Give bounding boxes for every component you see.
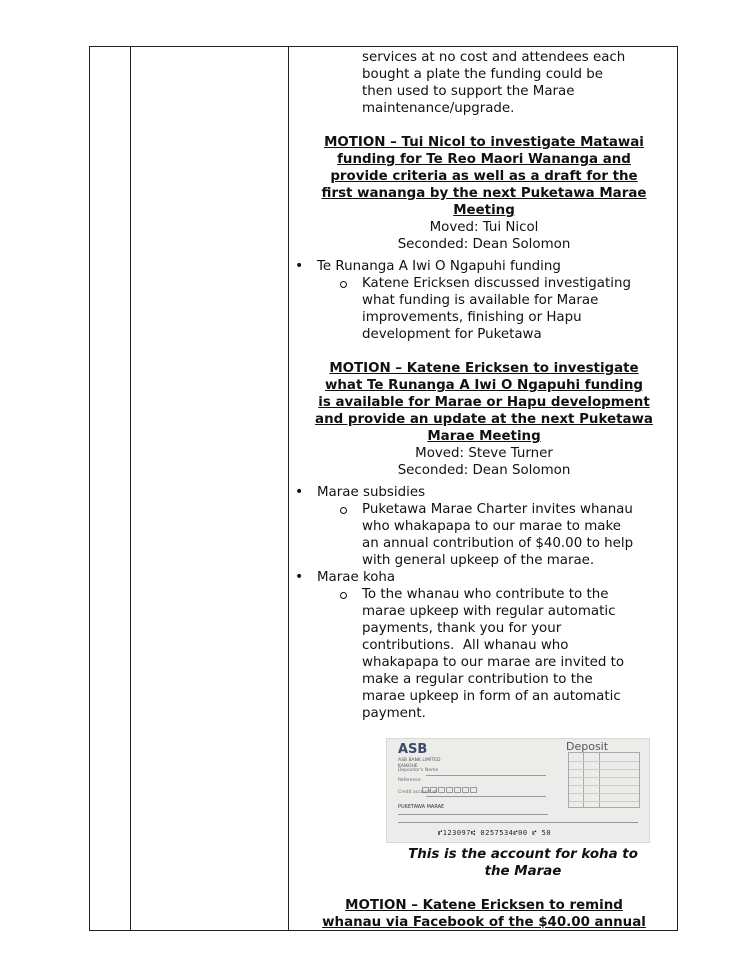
intro-line: then used to support the Marae [362,84,575,99]
item-detail-line: To the whanau who contribute to the [362,587,609,602]
deposit-slip-image [386,738,650,843]
bank-name-line: ASB BANK LIMITED [398,758,441,763]
item-detail-line: an annual contribution of $40.00 to help [362,536,634,551]
grid-line [569,777,639,778]
item-detail-line: payment. [362,706,426,721]
item-detail-line: marae upkeep with regular automatic [362,604,616,619]
image-caption-line: the Marae [484,864,562,879]
seconded-by: Seconded: Dean Solomon [397,237,571,252]
deposit-amount-grid [568,752,640,808]
bank-branch-line: KAIKOHE [398,764,418,769]
item-detail-line: Puketawa Marae Charter invites whanau [362,502,633,517]
slip-line [426,775,546,776]
circle-bullet-icon [340,507,347,514]
motion-line: Meeting [453,203,515,218]
motion-line: whanau via Facebook of the $40.00 annual [322,915,646,930]
grid-line [569,769,639,770]
grid-line [569,761,639,762]
seconded-by: Seconded: Dean Solomon [397,463,571,478]
agenda-item-title: Te Runanga A Iwi O Ngapuhi funding [317,259,561,274]
item-detail-line: improvements, finishing or Hapu [362,310,582,325]
bullet-icon: • [295,258,304,274]
motion-line: is available for Marae or Hapu development [318,395,650,410]
bank-logo: ASB [398,742,428,757]
motion-line: first wananga by the next Puketawa Marae [321,186,647,201]
item-detail-line: marae upkeep in form of an automatic [362,689,621,704]
item-detail-line: development for Puketawa [362,327,542,342]
bullet-icon: • [295,569,304,585]
item-detail-line: with general upkeep of the marae. [362,553,595,568]
deposit-title: Deposit [566,740,609,753]
slip-line [426,796,546,797]
account-micr-line: ⑈123097⑆ 0257534⑈00 ⑈ 50 [438,829,552,837]
intro-line: maintenance/upgrade. [362,101,515,116]
discussion-cell [288,46,680,931]
agenda-item-title: Marae subsidies [317,485,426,500]
payee-name: PUKETAWA MARAE [398,804,445,810]
depositor-label: Depositor's Name [398,768,439,773]
grid-line [569,785,639,786]
motion-line: and provide an update at the next Puketawa [315,412,653,427]
column-divider [130,47,131,930]
motion-line: funding for Te Reo Maori Wananga and [337,152,631,167]
intro-line: services at no cost and attendees each [362,50,626,65]
motion-line: MOTION – Tui Nicol to investigate Matawai [324,135,644,150]
grid-line [569,801,639,802]
motion-line: MOTION – Katene Ericksen to investigate [329,361,639,376]
image-caption-line: This is the account for koha to [408,847,638,862]
intro-line: bought a plate the funding could be [362,67,603,82]
item-detail-line: Katene Ericksen discussed investigating [362,276,631,291]
moved-by: Moved: Steve Turner [415,446,553,461]
slip-line [398,822,638,823]
item-detail-line: make a regular contribution to the [362,672,593,687]
moved-by: Moved: Tui Nicol [429,220,539,235]
circle-bullet-icon [340,281,347,288]
item-detail-line: payments, thank you for your [362,621,562,636]
credit-label: Credit account of [398,790,437,795]
circle-bullet-icon [340,592,347,599]
motion-line: provide criteria as well as a draft for the [330,169,638,184]
item-detail-line: whakapapa to our marae are invited to [362,655,625,670]
item-detail-line: contributions. All whanau who [362,638,569,653]
bullet-icon: • [295,484,304,500]
motion-line: what Te Runanga A Iwi O Ngapuhi funding [325,378,643,393]
grid-line [569,793,639,794]
reference-boxes [422,778,478,785]
item-detail-line: what funding is available for Marae [362,293,599,308]
reference-label: Reference [398,778,421,783]
agenda-item-title: Marae koha [317,570,396,585]
motion-line: MOTION – Katene Ericksen to remind [345,898,623,913]
motion-line: Marae Meeting [427,429,541,444]
item-detail-line: who whakapapa to our marae to make [362,519,621,534]
slip-line [398,814,548,815]
